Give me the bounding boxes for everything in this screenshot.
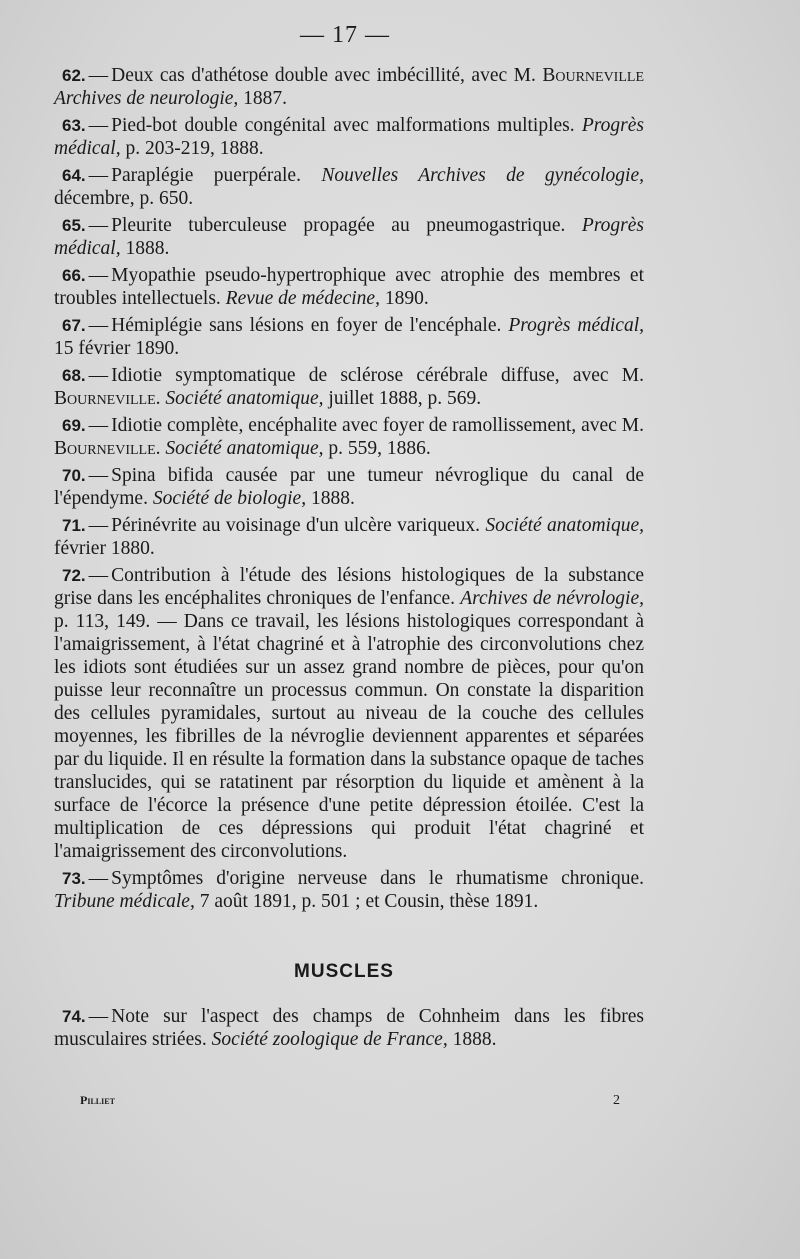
entry-source: Progrès médical, — [54, 115, 644, 159]
entry-title: Contribution à l'étude des lésions histologiques de la substance grise dans les encéphalites chroniques de l'enfance. — [54, 565, 644, 609]
entry-source: Société anatomique, — [485, 515, 645, 536]
entry-source: Tribune médicale, — [54, 891, 195, 912]
section-heading: MUSCLES — [294, 961, 394, 982]
entry-details: p. 203-219, 1888. — [125, 138, 264, 159]
entry-number: 71. — [62, 516, 86, 535]
entry-title: Note sur l'aspect des champs de Cohnheim dans les fibres musculaires striées. — [54, 1006, 644, 1050]
page-number: — 17 — — [300, 22, 390, 48]
entry-dash: — — [88, 115, 109, 136]
bibliography-entry — [54, 164, 644, 210]
entry-source: Revue de médecine, — [225, 288, 380, 309]
entry-details: 1888. — [310, 488, 355, 509]
entry-dash: — — [88, 165, 109, 186]
bibliography-entry — [54, 314, 644, 360]
signature-mark: 2 — [613, 1093, 620, 1108]
entry-source: Société anatomique, — [165, 388, 324, 409]
entry-title: Hémiplégie sans lésions en foyer de l'encéphale. — [111, 315, 502, 336]
entry-dash: — — [88, 868, 109, 889]
entry-number: 72. — [62, 566, 86, 585]
footer-author: Pilliet — [80, 1093, 115, 1107]
entry-source: Société zoologique de France, — [211, 1029, 448, 1050]
entry-details: 15 février 1890. — [54, 338, 180, 359]
bibliography-entry — [54, 264, 644, 310]
entry-source: Archives de neurologie, — [54, 88, 239, 109]
entry-details: 1887. — [243, 88, 288, 109]
page-footer — [80, 1093, 620, 1108]
entries-container — [54, 64, 644, 913]
entry-source: Progrès médical, — [508, 315, 645, 336]
entry-title: Périnévrite au voisinage d'un ulcère variqueux. — [111, 515, 480, 536]
entry-number: 65. — [62, 216, 86, 235]
bibliography-entry — [54, 464, 644, 510]
entry-dash: — — [88, 65, 109, 86]
entry-source: Progrès médical, — [54, 215, 645, 259]
entry-number: 68. — [62, 366, 86, 385]
entry-source: Nouvelles Archives de gynécologie, — [321, 165, 644, 186]
bibliography-entry-74 — [54, 1005, 644, 1051]
entry-dash: — — [88, 465, 109, 486]
entry-title: Symptômes d'origine nerveuse dans le rhumatisme chronique. — [111, 868, 644, 889]
bibliography-entry — [54, 64, 644, 110]
entry-source: Archives de névrologie, — [460, 588, 645, 609]
entry-title: Idiotie complète, encéphalite avec foyer de ramollissement, avec M. — [111, 415, 644, 436]
entry-title: Myopathie pseudo-hypertrophique avec atrophie des membres et troubles intellectuels. — [54, 265, 644, 309]
entry-title: Idiotie symptomatique de sclérose cérébrale diffuse, avec M. — [111, 365, 644, 386]
entry-dash: — — [88, 565, 109, 586]
entry-details: février 1880. — [54, 538, 155, 559]
entry-title: Pied-bot double congénital avec malformations multiples. — [111, 115, 575, 136]
entry-dash: — — [88, 315, 109, 336]
entry-details: 7 août 1891, p. 501 ; et Cousin, thèse 1891. — [199, 891, 539, 912]
entry-author: Bourneville. — [54, 438, 161, 459]
entry-number: 73. — [62, 869, 86, 888]
bibliography-entry — [54, 114, 644, 160]
entry-details: p. 559, 1886. — [328, 438, 431, 459]
entry-number: 67. — [62, 316, 86, 335]
bibliography-entry — [54, 364, 644, 410]
entry-source: Société anatomique, — [165, 438, 324, 459]
entry-details: 1888. — [125, 238, 170, 259]
entry-dash: — — [88, 365, 109, 386]
entry-details: p. 113, 149. — Dans ce travail, les lésions histologiques correspondant à l'amaigrissement, à l'état chagriné et à l'atrophie des circonvolutions chez les idiots sont étudiées sur un assez grand nombre de pièces, pour qu'on puisse leur reconnaître un processus commun. On constate la disparition des cellules pyramidales, surtout au niveau de la couche des cellules moyennes, les fibrilles de la névroglie deviennent apparentes et séparées par du liquide. Il en résulte la formation dans la substance opaque de taches translucides, qui se ratatinent par résorption du liquide et amènent à la surface de l'écorce la présence d'une petite dépression étoilée. C'est la multiplication de ces dépressions qui produit l'état chagriné et l'amaigrissement des circonvolutions. — [54, 611, 644, 862]
bibliography-list — [54, 64, 644, 1055]
entry-author: Bourneville — [542, 65, 644, 86]
entry-details: 1888. — [452, 1029, 497, 1050]
bibliography-entry — [54, 414, 644, 460]
entry-details: 1890. — [384, 288, 429, 309]
entry-author: Bourneville. — [54, 388, 161, 409]
bibliography-entry — [54, 214, 644, 260]
entry-number: 66. — [62, 266, 86, 285]
entry-dash: — — [88, 215, 109, 236]
entry-number: 64. — [62, 166, 86, 185]
entry-dash: — — [88, 415, 109, 436]
entry-number: 63. — [62, 116, 86, 135]
entry-number: 62. — [62, 66, 86, 85]
entry-details: décembre, p. 650. — [54, 188, 194, 209]
bibliography-entry — [54, 867, 644, 913]
entry-dash: — — [88, 515, 109, 536]
entry-number: 70. — [62, 466, 86, 485]
bibliography-entry — [54, 564, 644, 863]
entry-details: juillet 1888, p. 569. — [328, 388, 482, 409]
entry-number: 69. — [62, 416, 86, 435]
entry-title: Deux cas d'athétose double avec imbécillité, avec M. — [111, 65, 536, 86]
entry-title: Paraplégie puerpérale. — [111, 165, 301, 186]
entry-dash: — — [88, 265, 109, 286]
entry-title: Spina bifida causée par une tumeur névroglique du canal de l'épendyme. — [54, 465, 644, 509]
entry-number: 74. — [62, 1007, 86, 1026]
bibliography-entry — [54, 514, 644, 560]
entry-title: Pleurite tuberculeuse propagée au pneumogastrique. — [111, 215, 566, 236]
entry-dash: — — [88, 1006, 109, 1027]
entry-source: Société de biologie, — [152, 488, 307, 509]
